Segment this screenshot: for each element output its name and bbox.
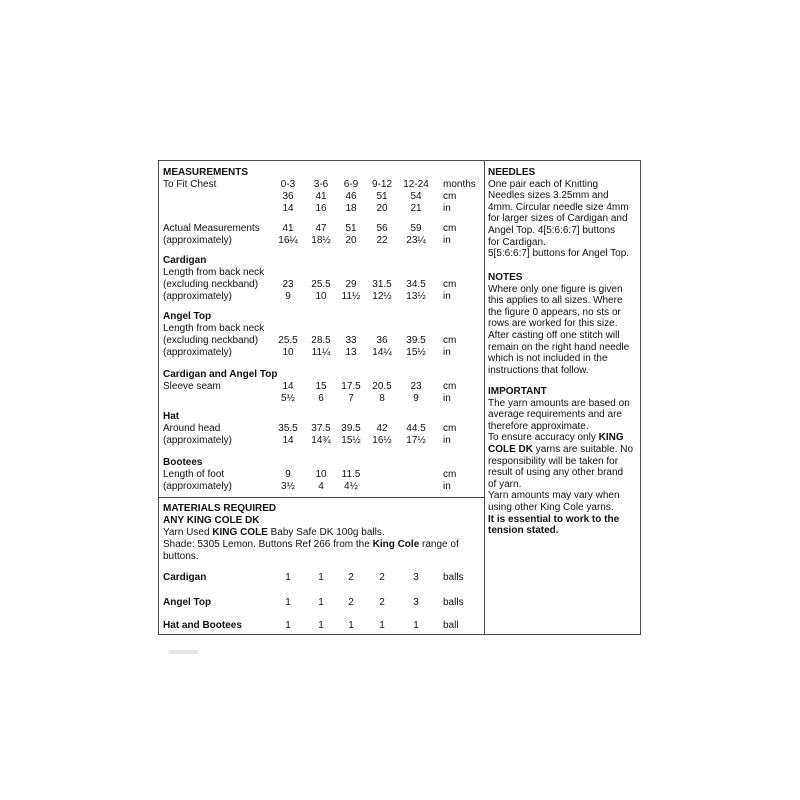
actual-in-value: 20 <box>345 235 357 246</box>
hat-cm-value: 44.5 <box>406 423 426 434</box>
row-label: (excluding neckband) <box>163 335 259 346</box>
materials-row-value: 2 <box>379 597 385 608</box>
needles-line: One pair each of Knitting <box>488 178 599 190</box>
actual-cm-value: 59 <box>410 223 422 234</box>
bootees-in-value: 4½ <box>344 481 358 492</box>
materials-row-value: 2 <box>379 572 385 583</box>
important-line: therefore approximate. <box>488 420 589 432</box>
actual-in-value: 22 <box>376 235 388 246</box>
bootees-cm-unit: cm <box>443 469 457 480</box>
angel-cm-value: 33 <box>345 335 357 346</box>
angel-cm-value: 28.5 <box>311 335 331 346</box>
bootees-title: Bootees <box>163 457 203 468</box>
cardigan-in-unit: in <box>443 291 451 302</box>
row-label: Sleeve seam <box>163 381 221 392</box>
angel-in-unit: in <box>443 347 451 358</box>
sleeve-in-value: 8 <box>379 393 385 404</box>
cardigan-cm-value: 25.5 <box>311 279 331 290</box>
angel-in-value: 11¼ <box>311 347 331 358</box>
notes-line: instructions that follow. <box>488 364 589 376</box>
chest-in-value: 21 <box>410 203 422 214</box>
materials-row-value: 1 <box>285 597 291 608</box>
notes-line: remain on the right hand needle <box>488 341 630 353</box>
sleeve-title: Cardigan and Angel Top <box>163 369 278 380</box>
cardigan-cm-value: 29 <box>345 279 357 290</box>
cardigan-cm-value: 23 <box>282 279 294 290</box>
actual-in-unit: in <box>443 235 451 246</box>
materials-title: MATERIALS REQUIRED <box>163 503 277 514</box>
materials-row-unit: balls <box>443 572 464 583</box>
sleeve-cm-value: 17.5 <box>341 381 361 392</box>
hat-cm-unit: cm <box>443 423 457 434</box>
bootees-cm-value: 9 <box>285 469 291 480</box>
materials-row-unit: ball <box>443 620 459 631</box>
notes-line: which is not included in the <box>488 353 608 365</box>
materials-row-label: Angel Top <box>163 597 212 608</box>
faded-mark <box>168 650 198 654</box>
cardigan-cm-unit: cm <box>443 279 457 290</box>
needles-line: for Cardigan. <box>488 236 546 248</box>
row-label: (approximately) <box>163 481 232 492</box>
important-line: result of using any other brand <box>488 467 624 479</box>
notes-section <box>488 272 638 376</box>
row-label: (approximately) <box>163 235 232 246</box>
important-line: responsibility will be taken for <box>488 455 619 467</box>
row-label: Length from back neck <box>163 267 265 278</box>
notes-line: rows are worked for this size. <box>488 318 618 330</box>
actual-in-value: 23¼ <box>406 235 426 246</box>
important-ensure-line2: COLE DK yarns are suitable. No <box>488 443 634 455</box>
cardigan-in-value: 10 <box>315 291 327 302</box>
actual-cm-unit: cm <box>443 223 457 234</box>
bootees-cm-value: 11.5 <box>341 469 361 480</box>
sleeve-in-unit: in <box>443 393 451 404</box>
materials-row-value: 2 <box>348 597 354 608</box>
section-divider <box>158 497 485 498</box>
angel-cm-value: 25.5 <box>278 335 298 346</box>
hat-in-value: 14¾ <box>311 435 331 446</box>
hat-in-value: 16½ <box>372 435 392 446</box>
materials-subtitle: ANY KING COLE DK <box>163 515 260 526</box>
important-bold-line: tension stated. <box>488 525 559 537</box>
needles-line: Needles sizes 3.25mm and <box>488 190 609 202</box>
hat-in-value: 17½ <box>406 435 426 446</box>
notes-line: this applies to all sizes. Where <box>488 295 623 307</box>
bootees-cm-value: 10 <box>315 469 327 480</box>
sleeve-in-value: 6 <box>318 393 324 404</box>
size-value: 12-24 <box>403 179 429 190</box>
size-value: 6-9 <box>343 179 359 190</box>
bootees-in-value: 3½ <box>281 481 295 492</box>
materials-row-value: 1 <box>413 620 419 631</box>
chest-in-value: 14 <box>282 203 294 214</box>
needles-title: NEEDLES <box>488 167 536 178</box>
sleeve-cm-value: 14 <box>282 381 294 392</box>
materials-row-value: 2 <box>348 572 354 583</box>
size-value: 0-3 <box>280 179 296 190</box>
chest-cm-unit: cm <box>443 191 457 202</box>
chest-in-value: 18 <box>345 203 357 214</box>
notes-title: NOTES <box>488 272 523 283</box>
needles-line: for larger sizes of Cardigan and <box>488 213 628 225</box>
angel-in-value: 14¼ <box>372 347 392 358</box>
cardigan-in-value: 13½ <box>406 291 426 302</box>
row-label: To Fit Chest <box>163 179 217 190</box>
materials-row-value: 1 <box>379 620 385 631</box>
angel-in-value: 15½ <box>406 347 426 358</box>
materials-row-value: 1 <box>285 620 291 631</box>
angel-cm-unit: cm <box>443 335 457 346</box>
notes-line: the figure 0 appears, no sts or <box>488 306 621 318</box>
hat-in-value: 14 <box>282 435 294 446</box>
chest-cm-value: 46 <box>345 191 357 202</box>
hat-title: Hat <box>163 411 180 422</box>
sleeve-in-value: 5½ <box>281 393 295 404</box>
row-label: Length from back neck <box>163 323 265 334</box>
sleeve-in-value: 7 <box>348 393 354 404</box>
materials-row-label: Cardigan <box>163 572 207 583</box>
sleeve-cm-value: 23 <box>410 381 422 392</box>
bootees-in-unit: in <box>443 481 451 492</box>
hat-in-value: 15½ <box>341 435 361 446</box>
chest-in-unit: in <box>443 203 451 214</box>
sleeve-in-value: 9 <box>413 393 419 404</box>
important-ensure-line1: To ensure accuracy only KING <box>488 432 624 444</box>
hat-cm-value: 37.5 <box>311 423 331 434</box>
chest-cm-value: 36 <box>282 191 294 202</box>
chest-in-value: 16 <box>315 203 327 214</box>
angel-cm-value: 36 <box>376 335 388 346</box>
row-label: (approximately) <box>163 291 232 302</box>
cardigan-cm-value: 34.5 <box>406 279 426 290</box>
important-line: using other King Cole yarns. <box>488 501 614 513</box>
important-line: The yarn amounts are based on <box>488 397 630 409</box>
materials-row-value: 3 <box>413 597 419 608</box>
row-label: Around head <box>163 423 221 434</box>
important-bold-line: It is essential to work to the <box>488 513 620 525</box>
angel-in-value: 10 <box>282 347 294 358</box>
bootees-in-value: 4 <box>318 481 324 492</box>
angel-cm-value: 39.5 <box>406 335 426 346</box>
size-value: 3-6 <box>313 179 329 190</box>
sleeve-cm-value: 20.5 <box>372 381 392 392</box>
important-line: of yarn. <box>488 478 522 490</box>
chest-in-value: 20 <box>376 203 388 214</box>
actual-cm-value: 41 <box>282 223 294 234</box>
column-divider <box>484 160 485 635</box>
actual-in-value: 18½ <box>311 235 331 246</box>
shade-line-2: buttons. <box>163 551 199 562</box>
row-label: (excluding neckband) <box>163 279 259 290</box>
cardigan-in-value: 11½ <box>341 291 361 302</box>
cardigan-in-value: 9 <box>285 291 291 302</box>
materials-row-value: 1 <box>285 572 291 583</box>
actual-cm-value: 47 <box>315 223 327 234</box>
angel-in-value: 13 <box>345 347 357 358</box>
materials-row-value: 1 <box>318 572 324 583</box>
actual-in-value: 16¼ <box>278 235 298 246</box>
hat-cm-value: 35.5 <box>278 423 298 434</box>
size-unit: months <box>443 179 476 190</box>
row-label: (approximately) <box>163 347 232 358</box>
needles-line: 4mm. Circular needle size 4mm <box>488 201 629 213</box>
measurements-title: MEASUREMENTS <box>163 167 249 178</box>
materials-row-value: 3 <box>413 572 419 583</box>
cardigan-in-value: 12½ <box>372 291 392 302</box>
row-label: (approximately) <box>163 435 232 446</box>
chest-cm-value: 41 <box>315 191 327 202</box>
hat-cm-value: 39.5 <box>341 423 361 434</box>
needles-line: Angel Top. 4[5:6:6:7] buttons <box>488 224 616 236</box>
angel-top-title: Angel Top <box>163 311 212 322</box>
needles-line: 5[5:6:6:7] buttons for Angel Top. <box>488 248 630 260</box>
notes-line: Where only one figure is given <box>488 283 623 295</box>
materials-row-value: 1 <box>348 620 354 631</box>
chest-cm-value: 51 <box>376 191 388 202</box>
materials-row-value: 1 <box>318 620 324 631</box>
materials-row-unit: balls <box>443 597 464 608</box>
hat-cm-value: 42 <box>376 423 388 434</box>
important-line: Yarn amounts may vary when <box>488 490 620 502</box>
important-section <box>488 386 638 537</box>
row-label: Length of foot <box>163 469 225 480</box>
actual-cm-value: 56 <box>376 223 388 234</box>
chest-cm-value: 54 <box>410 191 422 202</box>
yarn-used-line: Yarn Used KING COLE Baby Safe DK 100g balls. <box>163 527 385 538</box>
important-title: IMPORTANT <box>488 386 547 397</box>
materials-row-label: Hat and Bootees <box>163 620 242 631</box>
needles-section <box>488 167 638 260</box>
sleeve-cm-value: 15 <box>315 381 327 392</box>
row-label: Actual Measurements <box>163 223 260 234</box>
cardigan-cm-value: 31.5 <box>372 279 392 290</box>
size-value: 9-12 <box>371 179 392 190</box>
hat-in-unit: in <box>443 435 451 446</box>
shade-line: Shade: 5305 Lemon. Buttons Ref 266 from the King Cole range of <box>163 539 459 550</box>
important-line: average requirements and are <box>488 409 622 421</box>
notes-line: After casting off one stitch will <box>488 329 620 341</box>
sleeve-cm-unit: cm <box>443 381 457 392</box>
materials-row-value: 1 <box>318 597 324 608</box>
actual-cm-value: 51 <box>345 223 357 234</box>
cardigan-title: Cardigan <box>163 255 207 266</box>
